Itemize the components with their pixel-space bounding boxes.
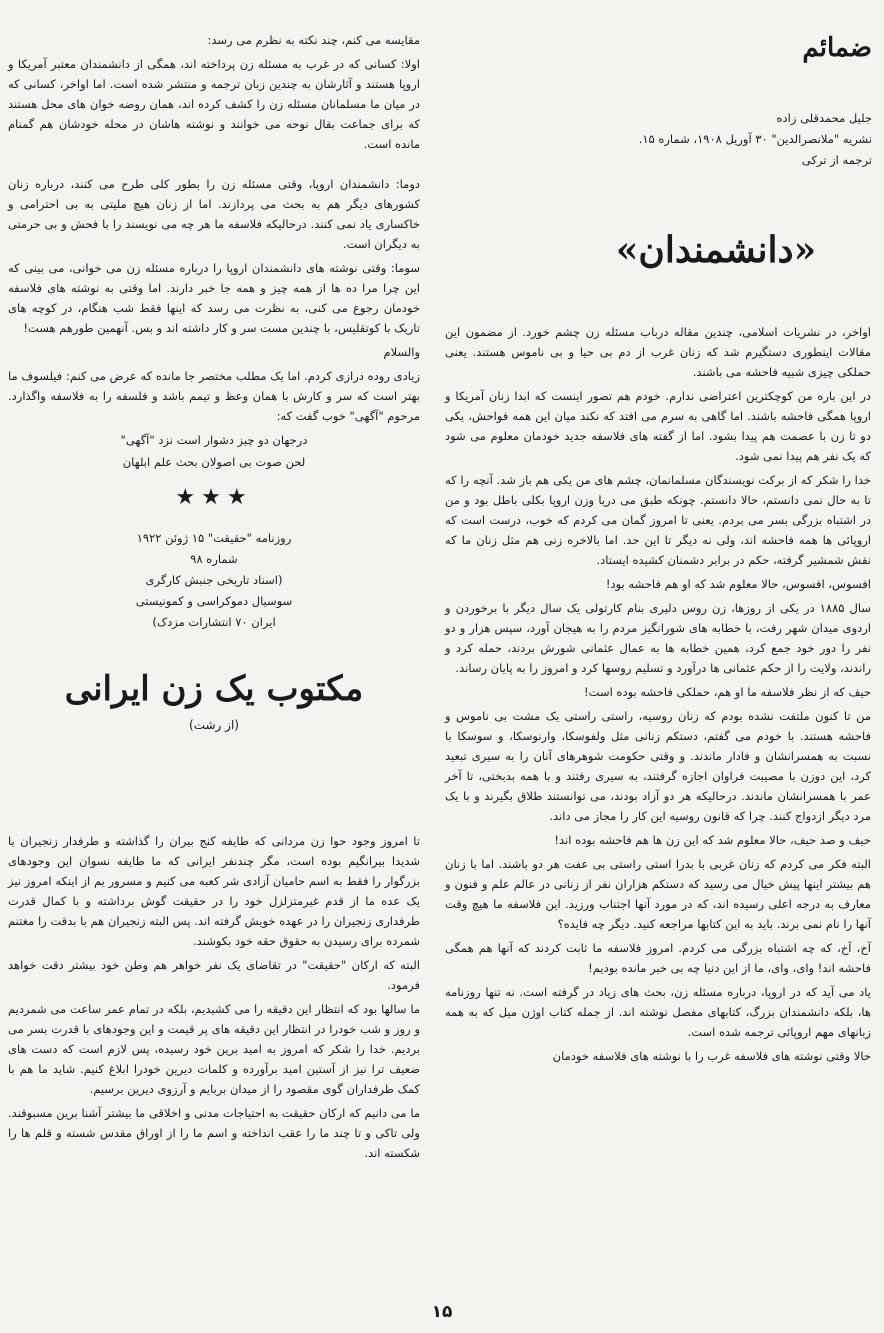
paragraph: زیادی روده درازی کردم. اما یک مطلب مختصر جا مانده که عرض می کنم: فیلسوف ما بهتر است که سر و کارش با همان وعظ و تیمم باشد و فلسفه را به فلاسفه واگذارد. مرحوم "آگهی" خوب گفت که: (8, 369, 420, 423)
reference-line: شماره ۹۸ (190, 552, 238, 566)
paragraph: دوما: دانشمندان اروپا، وقتی مسئله زن را بطور کلی طرح می کنند، درباره زنان کشورهای دیگر هم به بحث می پردازند. اما از زنان هیچ ملیتی به بی احترامی و خاکساری یاد نمی کنند. درحالیکه فلاسفه ما هر چه می نویسند را با فحش و بی حرمتی به دیگران است. (8, 177, 420, 251)
article2-title: مکتوب یک زن ایرانی (64, 669, 364, 709)
translation-note: ترجمه از ترکی (801, 153, 872, 167)
paragraph: ما می دانیم که ارکان حقیقت به احتیاجات مدنی و اخلاقی ما بیشتر آشنا برین مسبوقند. ولی تاکی و تا چند ما را عقب انداخته و اسم ما را از اوراق مقدس شسته و قلم ها را شکسته اند. (8, 1106, 420, 1160)
paragraph: البته که ارکان "حقیقت" در تقاضای یک نفر خواهر هم وطن خود بیشتر دقت خواهد فرمود. (8, 958, 420, 992)
section-divider-stars: ★★★ (175, 485, 253, 510)
left-column (8, 30, 420, 1167)
paragraph: من تا کنون ملتفت نشده بودم که زنان روسیه، راستی راستی یک مشت بی ناموس و فاحشه هستند. با خودم می گفتم، دستکم زنانی مثل ولفوسکا، وارنوسکا، و سوسکا با نسبت به همسرانشان و فادار ماندند. و وقتی حکومت شوهرهای آنان را به سیری تبعید کرد، این دوزن با مصیبت فراوان اجازه گرفتند، به سیری رفتند و با همه بدبختی، تا آخر عمر با همسرانشان ماندند. درحالیکه هر دو آزاد بودند، می توانستند طلاق بگیرند و با یک مرد دیگر ازدواج کنند. چرا که قانون روسیه این کار را مجاز می داند. (445, 709, 871, 823)
reference-line: روزنامه "حقیقت" ۱۵ ژوئن ۱۹۲۲ (136, 531, 292, 545)
paragraph: مقایسه می کنم، چند نکته به نظرم می رسد: (207, 33, 420, 47)
paragraph: حالا وقتی نوشته های فلاسفه غرب را با نوشته های فلاسفه خودمان (552, 1049, 871, 1063)
right-column (445, 322, 871, 1070)
reference-line: ایران ۷۰ انتشارات مزدک) (152, 615, 276, 629)
reference-line: (اسناد تاریخی جنبش کارگری (145, 573, 283, 587)
reference-line: سوسیال دموکراسی و کمونیستی (135, 594, 293, 608)
article-title: «دانشمندان» (615, 229, 817, 271)
paragraph: تا امروز وجود حوا زن مردانی که طایفه کنج بیران را گذاشته و طرفدار زنجیران با شدیدا بیرانگیم بوده است، مگر چندنفر ایرانی که ما طایفه نسوان این وجودهای بزرگوار را فقط به اسم حامیان آزادی شر کعبه می کنیم و مسرور یم از اینکه امروز نیز یک عده ما از قدم غیرمتزلزل خود را در حقیقت گوش برداشته و با کمال قدرت طرفداری زنجیران را در عهده خویش گرفته اند. پس البته زنجیران هم با بدقت را مغتنم شمرده برای رسیدن به حقوق حقه خود بکوشند. (8, 834, 420, 948)
paragraph: آخ، آخ، که چه اشتباه بزرگی می کردم. امروز فلاسفه ما ثابت کردند که آنها هم همگی فاحشه اند! وای، وای، ما از این دنیا چه بی خبر مانده بودیم! (445, 941, 871, 975)
paragraph: سال ۱۸۸۵ در یکی از روزها، زن روس دلیری بنام کارتولی یک سال دیگر با برخوردن و اردوی میدان شهر رفت، با خطابه های شورانگیز مردم را به هیجان آورد، سپس هزار و دو نفر را دور خود جمع کرد، همین خطابه ها به عمال عثمانی شورش بردند، حمله کرد و راندند، ولایت را از حکم عثمانی ها درآورد و تسلیم روسها کرد و امروز را به پایان رساند. (445, 601, 871, 675)
paragraph: افسوس، افسوس، حالا معلوم شد که او هم فاحشه بود! (605, 577, 871, 591)
paragraph: ما سالها بود که انتظار این دقیقه را می کشیدیم، بلکه در تمام عمر ساعت می شمردیم و روز و شب خودرا در انتظار این دقیقه های پر قیمت و این وجودهای با قدرت بسر می بردیم. خدا را شکر که امروز به امید برین خود رسیده، پس لازم است که دست های ضعیف ترا نیز از آستین امید برآورده و کلمات دیرین خودرا ابلاغ کنیم. شاید ما هم با کمک طرفداران گوی مقصود را از میدان بربایم و آرزوی دیرین برسیم. (8, 1002, 420, 1096)
paragraph: حیف و صد حیف، حالا معلوم شد که این زن ها هم فاحشه بوده اند! (554, 833, 871, 847)
page-number: ۱۵ (431, 1302, 453, 1322)
article2-byline: (از رشت) (189, 718, 239, 732)
article-author: جلیل محمدقلی زاده (776, 111, 872, 125)
section-title: ضمائم (802, 33, 872, 63)
article-source: نشریه "ملانصرالدین" ۳۰ آوریل ۱۹۰۸، شماره ۱۵. (638, 132, 872, 146)
paragraph: اولا: کسانی که در غرب به مسئله زن پرداخته اند، همگی از دانشمندان معتبر آمریکا و اروپا هستند و آثارشان به چندین زبان ترجمه و منتشر شده است. اما اواخر، کسانی که در میان ما مسلمانان مسئله زن را کشف کرده اند، همان روضه خوان های محل هستند که برای جماعت بقال نوحه می خوانند و نوشته هاشان در محله خودشان هم گمنام مانده است. (8, 57, 420, 151)
poem-line: لحن صوت بی اصولان بحث علم ابلهان (122, 455, 306, 469)
paragraph: در این باره من کوچکترین اعتراضی ندارم. خودم هم تصور اینست که ابدا زنان آمریکا و اروپا همگی فاحشه باشند. اما گاهی به سرم می افتد که نکند میان این همه فواحش، یکی دو تا زن با عصمت هم پیدا بشود. اما از گفته های فلاسفه جدید خودمان معلوم می شود که یک نفر هم پیدا نمی شود. (445, 389, 871, 463)
paragraph: یاد می آید که در اروپا، درباره مسئله زن، بحث های زیاد در گرفته است. نه تنها روزنامه ها، بلکه دانشمندان بزرگ، کتابهای مفصل نوشته اند. از جمله کتاب اوژن میل که به همه زبانهای مهم اروپائی ترجمه شده است. (445, 985, 871, 1039)
paragraph: البته فکر می کردم که زنان غربی با بدرا استی راستی بی عفت هر دو باشند. اما با زنان هم بیشتر اینها پیش خیال می رسید که دستکم هزاران نفر از زنانی در عالم علم و فنون و معارف به درجه اعلی رسیده اند، که در مورد آنها اجتناب ورزید. این فلاسفه ما هیچ وقت آنها را نام نمی برند. باید به این کتابها مراجعه کنید. دیگر چه فایده؟ (445, 857, 871, 931)
paragraph: خدا را شکر که از برکت نویسندگان مسلمانمان، چشم های من یکی هم باز شد. آنچه را که تا به حال نمی دانستم، حالا دانستم. چونکه طبق می دریا وزن اروپا بکلی باطل بود و من در اشتباه بزرگی بسر می بردم. یعنی تا امروز گمان می کردم که خوب، درست است که اروپائی ها همه فاحشه اند، ولی نه دیگر تا این حد. اما بالاخره زنی هم مثل زنان ما که نقش شمشیر گرفته، حکم در برابر دشمنان کشیده ایستاد. (445, 473, 871, 567)
article2-reference (8, 528, 420, 633)
article-header (560, 0, 872, 171)
closing: والسلام (383, 345, 420, 359)
paragraph: اواخر، در نشریات اسلامی، چندین مقاله درباب مسئله زن چشم خورد. از مضمون این مقالات اینطوری دستگیرم شد که زنان غرب از دم بی حیا و بی ناموس هستند. یعنی حملکی چیزی شبیه فاحشه می باشند. (445, 325, 871, 379)
paragraph: سوما: وقتی نوشته های دانشمندان اروپا را درباره مسئله زن می خوانی، می بینی که این چرا مرا ده ها از همه چیز و همه جا خبر دارند. اما وقتی به نوشته های فلاسفه خودمان رجوع می کنی، به نظرت می رسد که اینها فقط شب هنگام، در کوچه های تاریک با کوتقلیس، با چندین مست سر و کار داشته اند و بس. آنهمین طورهم هست! (8, 261, 420, 335)
paragraph: حیف که از نظر فلاسفه ما او هم، حملکی فاحشه بوده است! (584, 685, 871, 699)
poem-line: درجهان دو چیز دشوار است نزد "آگهی" (120, 433, 308, 447)
